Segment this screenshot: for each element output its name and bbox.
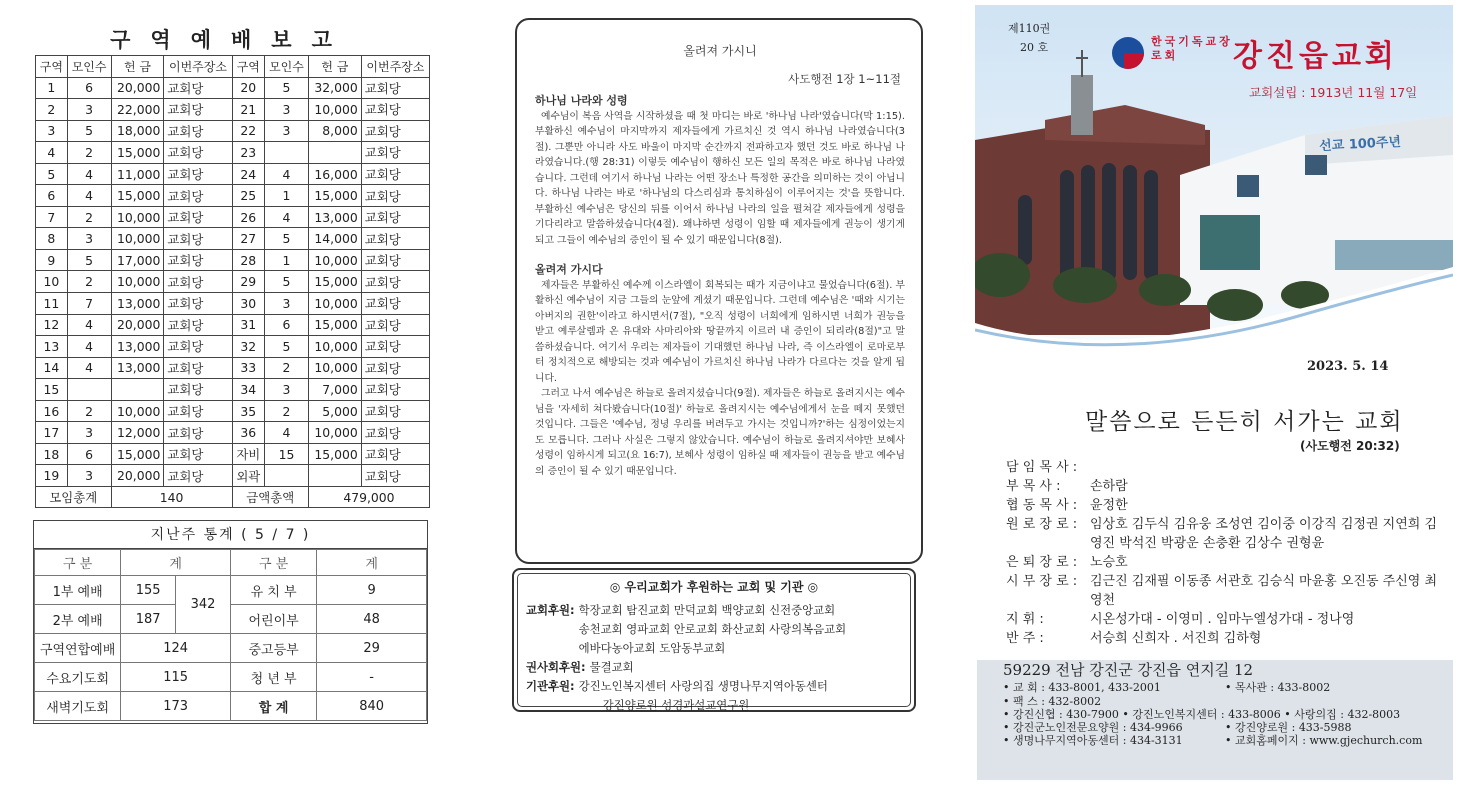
church-address: 59229 전남 강진군 강진읍 연지길 12	[1003, 661, 1254, 679]
staff-role: 은 퇴 장 로 :	[1006, 555, 1078, 570]
sermon-paragraph: 제자들은 부활하신 예수께 이스라엘이 회복되는 때가 지금이냐고 물었습니다(6절). 부활하신 예수님이 지금 그들의 눈앞에 계셨기 때문입니다. 그런데 예수님은 '때와 시기는 아버지의 권한'이라고 하시면서(7절), "오직 성령이 너희에게 임하시면 너희가 권능을 받고 예루살렘과 온 유대와 사마리아와 땅끝까지 이르러 내 증인이 되리라(8절)"고 말씀하셨습니다. 여기서 우리는 제자들이 기대했던 하나님 나라, 즉 이스라엘이 로마로부터 정치적으로 해방되는 것과 예수님이 가르치신 하나님 나라가 다르다는 것을 알게 됩니다.	[535, 279, 905, 384]
staff-row	[1006, 572, 1446, 610]
table-cell: 23	[232, 142, 264, 164]
table-cell: 15,000	[308, 314, 361, 336]
table-cell: 교회당	[361, 379, 429, 401]
table-cell: 10	[36, 271, 68, 293]
support-deacon-label: 권사회후원:	[526, 660, 586, 674]
table-cell	[265, 142, 309, 164]
table-cell: 1	[265, 249, 309, 271]
table-cell: 10,000	[308, 422, 361, 444]
table-cell: 2	[36, 99, 68, 121]
support-deacon-value: 물결교회	[589, 660, 634, 674]
stats-value: 29	[317, 634, 427, 663]
table-cell: 교회당	[164, 400, 232, 422]
table-cell: 2	[67, 142, 111, 164]
table-row	[36, 163, 430, 185]
table-cell: 교회당	[164, 120, 232, 142]
table-row	[36, 465, 430, 487]
weekly-stats-title: 지난주 통계 ( 5 / 7 )	[34, 521, 427, 549]
table-cell: 12,000	[111, 422, 164, 444]
stats-label: 구역연합예배	[35, 634, 121, 663]
stats-label: 1부 예배	[35, 576, 121, 605]
table-cell: 6	[265, 314, 309, 336]
total-total-count: 140	[111, 486, 232, 508]
support-church-label: 교회후원:	[526, 603, 575, 617]
table-row	[36, 314, 430, 336]
table-cell: 교회당	[361, 422, 429, 444]
table-cell: 14	[36, 357, 68, 379]
table-cell: 교회당	[164, 185, 232, 207]
table-cell: 16	[36, 400, 68, 422]
stats-value: 115	[121, 663, 231, 692]
support-church-line: 학장교회 탐진교회 만덕교회 백양교회 신전중앙교회	[578, 603, 836, 617]
table-cell: 15,000	[308, 185, 361, 207]
table-cell: 13,000	[111, 336, 164, 358]
table-row	[36, 271, 430, 293]
anniversary-banner: 선교 100주년	[1318, 134, 1402, 155]
table-cell: 2	[265, 357, 309, 379]
denomination-name: 한국기독교장로회	[1151, 35, 1233, 62]
stats-label: 수요기도회	[35, 663, 121, 692]
table-cell: 10,000	[308, 293, 361, 315]
table-cell	[265, 465, 309, 487]
table-row	[36, 249, 430, 271]
table-cell: 3	[67, 228, 111, 250]
table-cell: 21	[232, 99, 264, 121]
column-header: 구역	[232, 56, 264, 78]
table-cell: 11,000	[111, 163, 164, 185]
table-cell: 4	[67, 163, 111, 185]
table-cell: 교회당	[164, 293, 232, 315]
table-cell: 13,000	[111, 293, 164, 315]
table-cell: 교회당	[164, 465, 232, 487]
table-row	[36, 77, 430, 99]
table-cell: 1	[265, 185, 309, 207]
table-cell: 10,000	[308, 357, 361, 379]
staff-role: 협 동 목 사 :	[1006, 498, 1078, 513]
contact-line: • 생명나무지역아동센터 : 434-3131	[1003, 734, 1183, 748]
column-header: 모인수	[265, 56, 309, 78]
table-cell: 교회당	[164, 142, 232, 164]
table-cell: 교회당	[361, 314, 429, 336]
table-cell: 5	[67, 120, 111, 142]
stats-label: 유 치 부	[230, 576, 316, 605]
table-cell: 교회당	[164, 422, 232, 444]
stats-value: -	[317, 663, 427, 692]
table-cell: 20,000	[111, 77, 164, 99]
issue-info	[1008, 19, 1050, 57]
table-cell: 5,000	[308, 400, 361, 422]
table-cell: 29	[232, 271, 264, 293]
table-cell: 10,000	[308, 99, 361, 121]
weekly-stats-box	[33, 520, 428, 724]
stats-header: 구 분	[230, 550, 316, 576]
column-header: 이번주장소	[164, 56, 232, 78]
table-cell: 20,000	[111, 465, 164, 487]
staff-names: 김근진 김재필 이동종 서관호 김승식 마윤홍 오진동 주신영 최영천	[1090, 574, 1438, 608]
stats-header: 계	[121, 550, 231, 576]
table-cell: 15	[265, 443, 309, 465]
staff-names: 시온성가대 - 이영미 . 임마누엘성가대 - 정나영	[1090, 612, 1355, 627]
weekly-stats-table	[34, 549, 427, 721]
column-header: 헌 금	[308, 56, 361, 78]
stats-value: 9	[317, 576, 427, 605]
table-cell: 10,000	[308, 336, 361, 358]
table-cell: 15,000	[111, 185, 164, 207]
table-cell: 27	[232, 228, 264, 250]
church-logo-icon	[1112, 37, 1144, 69]
table-cell: 4	[67, 185, 111, 207]
founded-date: 교회설립 : 1913년 11월 17일	[1249, 85, 1418, 100]
staff-role: 원 로 장 로 :	[1006, 517, 1078, 532]
table-row	[36, 443, 430, 465]
table-row	[36, 422, 430, 444]
sermon-paragraph: 그러고 나서 예수님은 하늘로 올려지셨습니다(9절). 제자들은 하늘로 올려지시는 예수님을 '자세히 쳐다봤습니다(10절)' 하늘로 올려지시는 예수님에게서 눈을 떼지 못했던 것입니다. 그들은 '예수님, 정녕 우리를 버려두고 가시는 것입니까?'하는 심정이었는지도 모릅니다. 그러나 사실은 그렇지 않았습니다. 예수님이 하늘로 올려지셔야만 보혜사 성령이 임하시게 되고(요 16:7), 보혜사 성령이 임하실 때 제자들이 권능을 받고 예수님의 증인이 될 수 있기 때문입니다.	[535, 388, 905, 477]
table-cell: 34	[232, 379, 264, 401]
table-cell: 교회당	[361, 185, 429, 207]
table-cell: 5	[265, 336, 309, 358]
sermon-title: 올려져 가시니	[683, 44, 757, 58]
support-title: ◎ 우리교회가 후원하는 교회 및 기관 ◎	[609, 580, 819, 594]
stats-value: 124	[121, 634, 231, 663]
staff-row	[1006, 629, 1446, 648]
table-cell: 교회당	[164, 357, 232, 379]
table-cell: 22,000	[111, 99, 164, 121]
table-cell: 교회당	[361, 142, 429, 164]
staff-role: 지 휘 :	[1006, 612, 1044, 627]
stats-value: 155	[121, 576, 176, 605]
district-report-title: 구역예배보고	[110, 27, 352, 52]
table-cell: 교회당	[361, 336, 429, 358]
table-cell: 3	[265, 379, 309, 401]
table-row	[36, 228, 430, 250]
table-cell: 교회당	[361, 163, 429, 185]
table-cell: 25	[232, 185, 264, 207]
sermon-paragraph: 예수님이 복음 사역을 시작하셨을 때 첫 마디는 바로 '하나님 나라'였습니다(막 1:15). 부활하신 예수님이 마지막까지 제자들에게 가르치신 것 역시 하나님 나라였습니다(3절). 그뿐만 아니라 사도 바울이 마지막 순간까지 전파하고자 했던 것도 바로 하나님 나라였습니다.(행 28:31) 이렇듯 예수님이 행하신 모든 일의 목적은 바로 하나님 나라였습니다. 그런데 여기서 하나님 나라는 어떤 장소나 특정한 공간을 의미하는 것이 아닙니다. 하나님 나라는 바로 '하나님의 다스리심과 통치하심이 이루어지는 것'을 뜻합니다. 부활하신 예수님은 당신의 뒤를 이어서 하나님 나라의 일을 펼쳐갈 제자들에게 성령을 기다리라고 말씀하셨습니다(4절). 왜냐하면 성령이 임할 때 제자들에게 권능이 생기게 되고 그들이 예수님의 증인이 될 수 있기 때문입니다(8절).	[535, 110, 905, 246]
table-cell: 7	[67, 293, 111, 315]
table-cell: 11	[36, 293, 68, 315]
table-cell: 2	[67, 271, 111, 293]
stats-value: 840	[317, 692, 427, 721]
table-cell: 24	[232, 163, 264, 185]
table-cell: 6	[67, 77, 111, 99]
bulletin-date: 2023. 5. 14	[1307, 359, 1389, 374]
support-org-line: 강진양로원 성경과설교연구원	[602, 698, 750, 712]
table-cell: 9	[36, 249, 68, 271]
table-cell: 교회당	[361, 293, 429, 315]
stats-label: 중고등부	[230, 634, 316, 663]
table-cell: 35	[232, 400, 264, 422]
table-cell: 4	[265, 206, 309, 228]
table-cell: 3	[265, 99, 309, 121]
stats-label: 새벽기도회	[35, 692, 121, 721]
table-row	[36, 336, 430, 358]
table-row	[36, 99, 430, 121]
contact-line: • 강진군노인전문요양원 : 434-9966	[1003, 721, 1183, 735]
table-cell: 교회당	[361, 465, 429, 487]
total-amount-label: 금액총액	[232, 486, 308, 508]
table-cell: 4	[265, 163, 309, 185]
table-cell: 32	[232, 336, 264, 358]
table-cell: 20,000	[111, 314, 164, 336]
column-header: 이번주장소	[361, 56, 429, 78]
table-cell	[67, 379, 111, 401]
table-cell: 18	[36, 443, 68, 465]
sermon-heading: 하나님 나라와 성령	[535, 94, 628, 107]
table-cell: 5	[36, 163, 68, 185]
table-cell: 36	[232, 422, 264, 444]
table-row	[36, 400, 430, 422]
table-cell: 교회당	[361, 120, 429, 142]
church-name: 강진읍교회	[1233, 39, 1398, 74]
contact-line: • 강진양로원 : 433-5988	[1225, 721, 1352, 735]
sermon-box	[515, 18, 923, 564]
table-row	[36, 185, 430, 207]
staff-row	[1006, 610, 1446, 629]
table-row	[36, 142, 430, 164]
column-header: 헌 금	[111, 56, 164, 78]
contact-line: • 목사관 : 433-8002	[1225, 681, 1331, 695]
table-cell: 4	[67, 314, 111, 336]
table-cell: 15,000	[111, 142, 164, 164]
table-cell: 6	[36, 185, 68, 207]
table-cell: 5	[265, 271, 309, 293]
table-cell: 교회당	[164, 271, 232, 293]
table-cell: 22	[232, 120, 264, 142]
table-cell: 10,000	[308, 249, 361, 271]
staff-row	[1006, 458, 1446, 477]
staff-row	[1006, 477, 1446, 496]
staff-names: 노승호	[1090, 555, 1128, 570]
staff-names: 손하람	[1090, 479, 1128, 494]
table-cell: 교회당	[361, 99, 429, 121]
stats-label: 어린이부	[230, 605, 316, 634]
table-cell: 10,000	[111, 271, 164, 293]
table-cell	[308, 142, 361, 164]
table-row	[36, 206, 430, 228]
staff-list	[1006, 458, 1446, 648]
table-cell: 18,000	[111, 120, 164, 142]
table-cell: 4	[36, 142, 68, 164]
table-cell: 5	[265, 228, 309, 250]
table-cell: 13	[36, 336, 68, 358]
table-cell: 교회당	[164, 249, 232, 271]
table-cell: 교회당	[361, 228, 429, 250]
table-cell: 17	[36, 422, 68, 444]
table-cell: 교회당	[361, 206, 429, 228]
cover-image	[975, 5, 1453, 350]
staff-names: 윤정한	[1090, 498, 1128, 513]
website-link[interactable]: • 교회홈페이지 : www.gjechurch.com	[1225, 734, 1423, 748]
staff-role: 부 목 사 :	[1006, 479, 1061, 494]
staff-names: 임상호 김두식 김유웅 조성연 김이중 이강직 김정권 지연희 김영진 박석진 박광운 손충환 김상수 권형윤	[1090, 517, 1438, 551]
table-cell	[111, 379, 164, 401]
table-cell: 교회당	[164, 77, 232, 99]
contact-line: • 팩 스 : 432-8002	[1003, 694, 1102, 708]
table-cell: 8	[36, 228, 68, 250]
table-cell: 외곽	[232, 465, 264, 487]
table-cell: 교회당	[361, 443, 429, 465]
table-cell: 2	[265, 400, 309, 422]
table-cell: 교회당	[164, 163, 232, 185]
table-row	[36, 357, 430, 379]
staff-role: 반 주 :	[1006, 631, 1044, 646]
table-cell: 12	[36, 314, 68, 336]
table-cell: 32,000	[308, 77, 361, 99]
issue-number: 20 호	[1020, 41, 1049, 54]
total-total-amount: 479,000	[308, 486, 429, 508]
table-row	[36, 379, 430, 401]
table-cell: 2	[67, 400, 111, 422]
contact-line: • 교 회 : 433-8001, 433-2001	[1003, 681, 1161, 695]
table-cell: 3	[265, 120, 309, 142]
stats-header: 구 분	[35, 550, 121, 576]
church-motto: 말씀으로 든든히 서가는 교회	[1085, 409, 1404, 435]
table-cell: 교회당	[164, 228, 232, 250]
staff-role: 담 임 목 사 :	[1006, 460, 1078, 475]
table-cell: 15,000	[111, 443, 164, 465]
table-cell: 10,000	[111, 400, 164, 422]
support-box	[512, 568, 916, 712]
table-cell: 2	[67, 206, 111, 228]
table-cell: 14,000	[308, 228, 361, 250]
stats-value: 187	[121, 605, 176, 634]
contact-line: • 강진신협 : 430-7900 • 강진노인복지센터 : 433-8006 • 사랑의집 : 432-8003	[1003, 707, 1401, 721]
table-cell: 교회당	[164, 314, 232, 336]
table-cell: 5	[265, 77, 309, 99]
table-cell: 3	[36, 120, 68, 142]
support-org-label: 기관후원:	[526, 679, 575, 693]
district-report-table	[35, 55, 430, 508]
table-cell: 4	[265, 422, 309, 444]
support-church-line: 에바다농아교회 도암동부교회	[578, 641, 726, 655]
table-cell: 교회당	[361, 77, 429, 99]
stats-label: 청 년 부	[230, 663, 316, 692]
table-cell: 교회당	[164, 379, 232, 401]
table-cell: 자비	[232, 443, 264, 465]
table-cell: 26	[232, 206, 264, 228]
table-cell: 3	[67, 422, 111, 444]
support-church-line: 송천교회 영파교회 안로교회 화산교회 사랑의복음교회	[578, 622, 847, 636]
stats-header: 계	[317, 550, 427, 576]
sermon-heading: 올려져 가시다	[535, 263, 603, 276]
table-cell: 13,000	[111, 357, 164, 379]
table-cell: 15,000	[308, 271, 361, 293]
table-cell: 교회당	[164, 99, 232, 121]
table-cell: 16,000	[308, 163, 361, 185]
table-cell: 33	[232, 357, 264, 379]
support-org-line: 강진노인복지센터 사랑의집 생명나무지역아동센터	[578, 679, 828, 693]
staff-row	[1006, 496, 1446, 515]
table-cell: 4	[67, 336, 111, 358]
table-cell: 17,000	[111, 249, 164, 271]
table-cell: 5	[67, 249, 111, 271]
sermon-reference: 사도행전 1장 1~11절	[788, 71, 901, 86]
table-cell: 3	[67, 465, 111, 487]
table-cell: 20	[232, 77, 264, 99]
table-cell: 3	[265, 293, 309, 315]
stats-value: 48	[317, 605, 427, 634]
table-cell: 7,000	[308, 379, 361, 401]
staff-role: 시 무 장 로 :	[1006, 574, 1078, 589]
table-cell	[308, 465, 361, 487]
table-cell: 교회당	[361, 271, 429, 293]
table-cell: 4	[67, 357, 111, 379]
contact-info	[977, 660, 1453, 780]
table-cell: 15,000	[308, 443, 361, 465]
table-cell: 교회당	[164, 336, 232, 358]
table-cell: 31	[232, 314, 264, 336]
table-cell: 7	[36, 206, 68, 228]
table-cell: 6	[67, 443, 111, 465]
table-row	[36, 293, 430, 315]
stats-value: 173	[121, 692, 231, 721]
motto-reference: (사도행전 20:32)	[1300, 439, 1400, 453]
table-cell: 교회당	[361, 400, 429, 422]
table-cell: 10,000	[111, 228, 164, 250]
table-cell: 1	[36, 77, 68, 99]
volume-number: 제110권	[1008, 22, 1051, 35]
staff-names	[1090, 458, 1446, 477]
table-cell: 30	[232, 293, 264, 315]
stats-label: 2부 예배	[35, 605, 121, 634]
table-row	[36, 120, 430, 142]
staff-row	[1006, 553, 1446, 572]
table-cell: 8,000	[308, 120, 361, 142]
table-cell: 13,000	[308, 206, 361, 228]
table-cell: 교회당	[164, 206, 232, 228]
staff-names: 서승희 신희자 . 서진희 김하형	[1090, 631, 1262, 646]
table-cell: 28	[232, 249, 264, 271]
column-header: 구역	[36, 56, 68, 78]
district-report-panel	[32, 20, 430, 725]
table-cell: 19	[36, 465, 68, 487]
table-cell: 10,000	[111, 206, 164, 228]
table-cell: 교회당	[361, 249, 429, 271]
table-cell: 교회당	[361, 357, 429, 379]
staff-row	[1006, 515, 1446, 553]
stats-subtotal: 342	[176, 576, 231, 634]
total-row	[36, 486, 430, 508]
column-header: 모인수	[67, 56, 111, 78]
table-cell: 3	[67, 99, 111, 121]
table-cell: 15	[36, 379, 68, 401]
table-cell: 교회당	[164, 443, 232, 465]
total-total-label: 모임총계	[36, 486, 112, 508]
stats-label: 합 계	[230, 692, 316, 721]
